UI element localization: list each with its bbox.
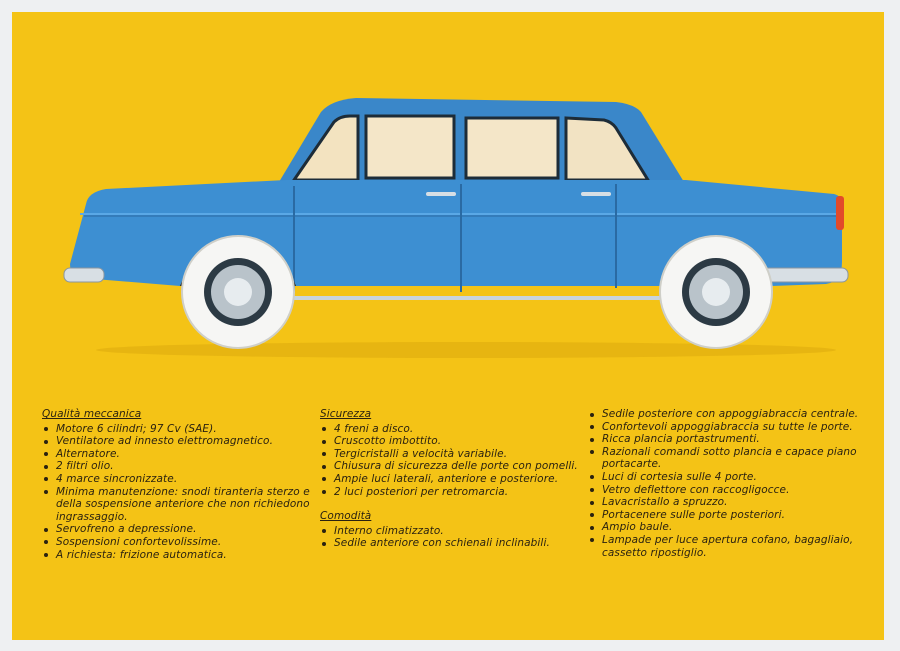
- list-meccanica: [42, 423, 317, 562]
- list-item: 2 luci posteriori per retromarcia.: [320, 486, 580, 499]
- column-sicurezza-comodita: [320, 408, 580, 550]
- list-item: Razionali comandi sotto plancia e capace piano portacarte.: [588, 446, 878, 471]
- car-wheel-rear: [660, 236, 772, 348]
- list-item: Confortevoli appoggiabraccia su tutte le porte.: [588, 421, 878, 434]
- list-item: 2 filtri olio.: [42, 460, 317, 473]
- car-bumper-front: [64, 268, 104, 282]
- heading-meccanica: Qualità meccanica: [42, 408, 142, 420]
- list-item: Alternatore.: [42, 448, 317, 461]
- list-item: Lavacristallo a spruzzo.: [588, 496, 878, 509]
- car-window-rear-door: [466, 118, 558, 178]
- list-item: Sospensioni confortevolissime.: [42, 536, 317, 549]
- list-altro: [588, 408, 878, 559]
- list-item: Motore 6 cilindri; 97 Cv (SAE).: [42, 423, 317, 436]
- list-item: Lampade per luce apertura cofano, bagagliaio, cassetto ripostiglio.: [588, 534, 878, 559]
- column-meccanica: [42, 408, 317, 561]
- heading-sicurezza: Sicurezza: [320, 408, 372, 420]
- car-illustration: [56, 92, 856, 362]
- list-item: A richiesta: frizione automatica.: [42, 549, 317, 562]
- section-gap: [320, 498, 580, 510]
- car-window-front-door: [366, 116, 454, 178]
- heading-comodita: Comodità: [320, 510, 372, 523]
- column-altro: [588, 408, 878, 559]
- car-handle-rear: [581, 192, 611, 196]
- brochure-page: [12, 12, 884, 640]
- list-item: Cruscotto imbottito.: [320, 435, 580, 448]
- car-handle-front: [426, 192, 456, 196]
- list-item: Luci di cortesia sulle 4 porte.: [588, 471, 878, 484]
- list-sicurezza: [320, 423, 580, 499]
- list-item: Sedile posteriore con appoggiabraccia centrale.: [588, 408, 878, 421]
- list-item: Ampio baule.: [588, 521, 878, 534]
- list-item: 4 marce sincronizzate.: [42, 473, 317, 486]
- list-item: Sedile anteriore con schienali inclinabili.: [320, 537, 580, 550]
- list-item: Ampie luci laterali, anteriore e posteriore.: [320, 473, 580, 486]
- list-item: Portacenere sulle porte posteriori.: [588, 509, 878, 522]
- list-item: Ventilatore ad innesto elettromagnetico.: [42, 435, 317, 448]
- list-item: Chiusura di sicurezza delle porte con pomelli.: [320, 460, 580, 473]
- car-taillight: [836, 196, 844, 230]
- list-item: Minima manutenzione: snodi tiranteria sterzo e della sospensione anteriore che non richiedono ingrassaggio.: [42, 486, 317, 524]
- list-item: Interno climatizzato.: [320, 525, 580, 538]
- list-comodita: [320, 525, 580, 550]
- car-wheel-front: [182, 236, 294, 348]
- list-item: Tergicristalli a velocità variabile.: [320, 448, 580, 461]
- list-item: Servofreno a depressione.: [42, 523, 317, 536]
- list-item: Vetro deflettore con raccogligocce.: [588, 484, 878, 497]
- list-item: 4 freni a disco.: [320, 423, 580, 436]
- list-item: Ricca plancia portastrumenti.: [588, 433, 878, 446]
